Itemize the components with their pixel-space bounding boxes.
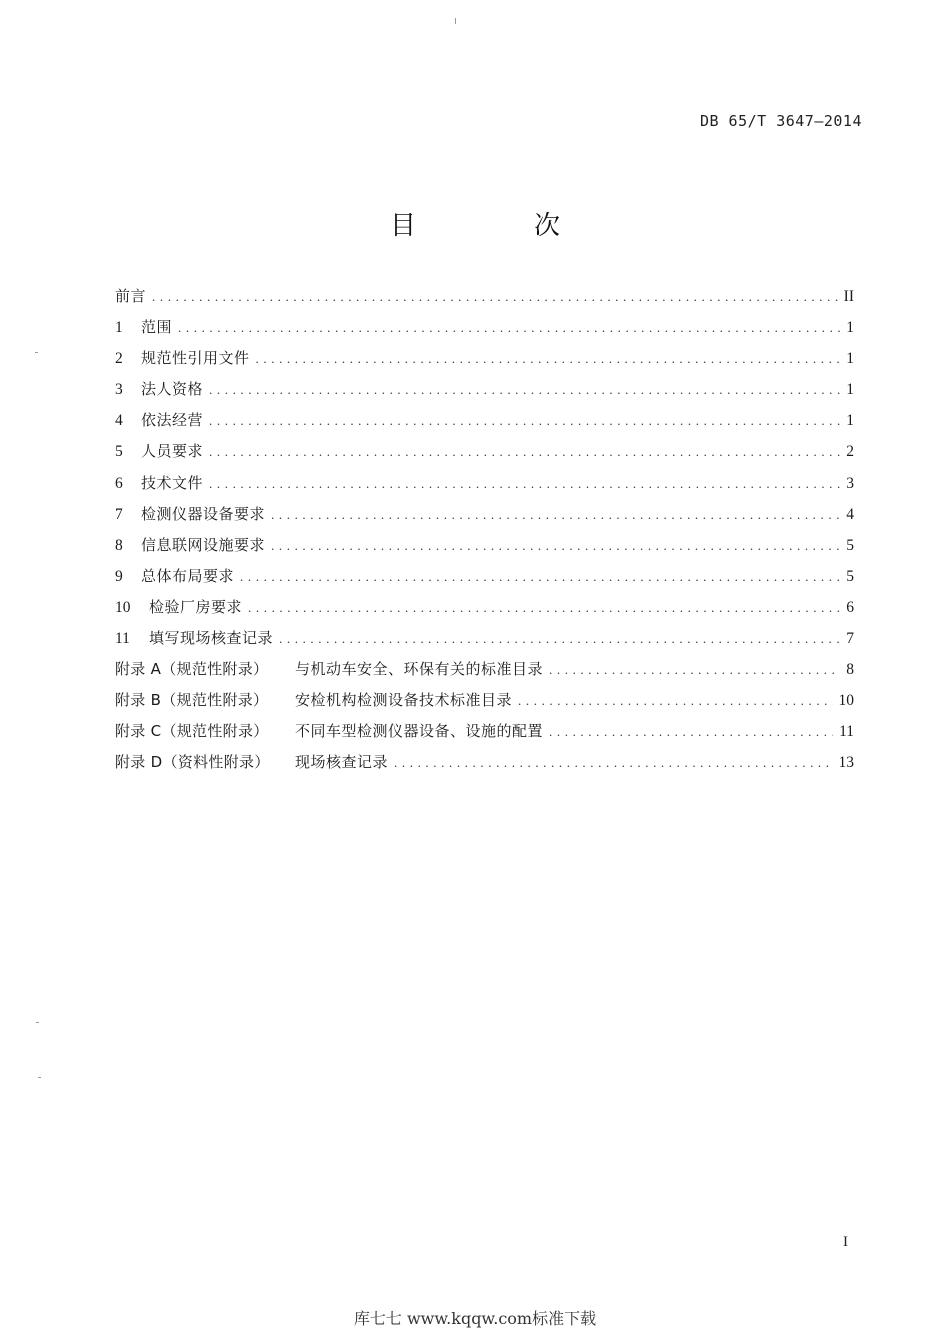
toc-entry[interactable] (115, 530, 854, 561)
toc-entry[interactable] (115, 343, 854, 374)
toc-appendix-prefix: 附录 B（规范性附录） (115, 691, 269, 710)
toc-entry[interactable] (115, 623, 854, 654)
toc-appendix-prefix: 附录 C（规范性附录） (115, 722, 269, 741)
toc-entry-number: 11 (115, 630, 130, 648)
toc-entry-number: 4 (115, 412, 123, 430)
toc-appendix-page: 10 (838, 692, 854, 710)
toc-entry[interactable] (115, 499, 854, 530)
toc-entry[interactable] (115, 281, 854, 312)
toc-entry-page: 5 (846, 536, 854, 554)
toc-entry-page: 4 (846, 505, 854, 523)
toc-appendix-entry[interactable] (115, 685, 854, 716)
toc-entry[interactable] (115, 468, 854, 499)
footer-watermark: 库七七 www.kqqw.com标准下载 (353, 1309, 597, 1328)
toc-entry-page: 7 (846, 630, 854, 648)
toc-leader-dots (209, 374, 840, 405)
toc-entry-number: 3 (115, 381, 123, 399)
scan-mark-left (35, 352, 38, 353)
toc-entry[interactable] (115, 312, 854, 343)
toc-appendix-entry[interactable] (115, 654, 854, 685)
toc-entry-page: 3 (846, 474, 854, 492)
toc-appendix-page: 8 (846, 661, 854, 679)
toc-entry-page: 1 (846, 412, 854, 430)
toc-leader-dots (152, 281, 838, 312)
toc-entry-label: 前言 (115, 287, 147, 305)
toc-leader-dots (240, 561, 840, 592)
toc-entry-number: 10 (115, 598, 131, 616)
toc-leader-dots (549, 654, 840, 685)
page-number: I (843, 1234, 848, 1250)
table-of-contents (115, 281, 854, 779)
toc-leader-dots (271, 499, 840, 530)
toc-entry-label: 检测仪器设备要求 (141, 504, 266, 523)
toc-appendix-label: 现场核查记录 (295, 753, 389, 772)
toc-leader-dots (279, 623, 840, 654)
toc-leader-dots (271, 530, 840, 561)
toc-entry-label: 信息联网设施要求 (141, 535, 266, 554)
toc-entry-page: 6 (846, 598, 854, 616)
toc-leader-dots (209, 436, 840, 467)
toc-leader-dots (256, 343, 841, 374)
toc-entry-label: 规范性引用文件 (141, 349, 250, 368)
toc-entry-page: 5 (846, 567, 854, 585)
toc-appendix-entry[interactable] (115, 747, 854, 778)
toc-appendix-entry[interactable] (115, 716, 854, 747)
toc-appendix-label: 与机动车安全、环保有关的标准目录 (295, 660, 544, 679)
toc-leader-dots (209, 405, 840, 436)
toc-entry[interactable] (115, 561, 854, 592)
toc-entry-label: 法人资格 (141, 380, 204, 399)
toc-entry-number: 2 (115, 350, 123, 368)
toc-appendix-label: 不同车型检测仪器设备、设施的配置 (295, 722, 544, 741)
toc-entry-page: 1 (846, 350, 854, 368)
standard-code: DB 65/T 3647—2014 (699, 112, 862, 130)
toc-appendix-label: 安检机构检测设备技术标准目录 (295, 691, 513, 710)
toc-entry-page: 2 (846, 443, 854, 461)
toc-entry-page: 1 (846, 381, 854, 399)
page-title: 目 次 (389, 211, 606, 241)
toc-entry-number: 1 (115, 319, 123, 337)
toc-entry-number: 5 (115, 443, 123, 461)
toc-entry-page: 1 (846, 319, 854, 337)
toc-entry[interactable] (115, 374, 854, 405)
toc-appendix-page: 11 (839, 723, 854, 741)
toc-entry-number: 9 (115, 567, 123, 585)
toc-leader-dots (394, 747, 832, 778)
toc-entry-label: 范围 (141, 318, 173, 337)
toc-entry-label: 填写现场核查记录 (149, 629, 274, 648)
scan-mark-top (455, 18, 456, 24)
toc-entry-label: 检验厂房要求 (149, 597, 243, 616)
toc-leader-dots (248, 592, 840, 623)
toc-entry-number: 6 (115, 474, 123, 492)
toc-leader-dots (209, 468, 840, 499)
scan-mark-left-3 (38, 1077, 41, 1078)
toc-leader-dots (178, 312, 840, 343)
toc-entry-label: 技术文件 (141, 473, 204, 492)
toc-appendix-page: 13 (838, 754, 854, 772)
toc-entry[interactable] (115, 405, 854, 436)
toc-appendix-prefix: 附录 D（资料性附录） (115, 753, 270, 772)
toc-entry-number: 7 (115, 505, 123, 523)
toc-leader-dots (549, 716, 833, 747)
toc-entry-label: 总体布局要求 (141, 566, 235, 585)
toc-entry-label: 人员要求 (141, 442, 204, 461)
toc-entry-number: 8 (115, 536, 123, 554)
toc-leader-dots (518, 685, 832, 716)
toc-entry-page: II (843, 288, 854, 305)
scan-mark-left-2 (36, 1022, 39, 1023)
toc-appendix-prefix: 附录 A（规范性附录） (115, 660, 269, 679)
toc-entry[interactable] (115, 436, 854, 467)
toc-entry-label: 依法经营 (141, 411, 204, 430)
toc-entry[interactable] (115, 592, 854, 623)
